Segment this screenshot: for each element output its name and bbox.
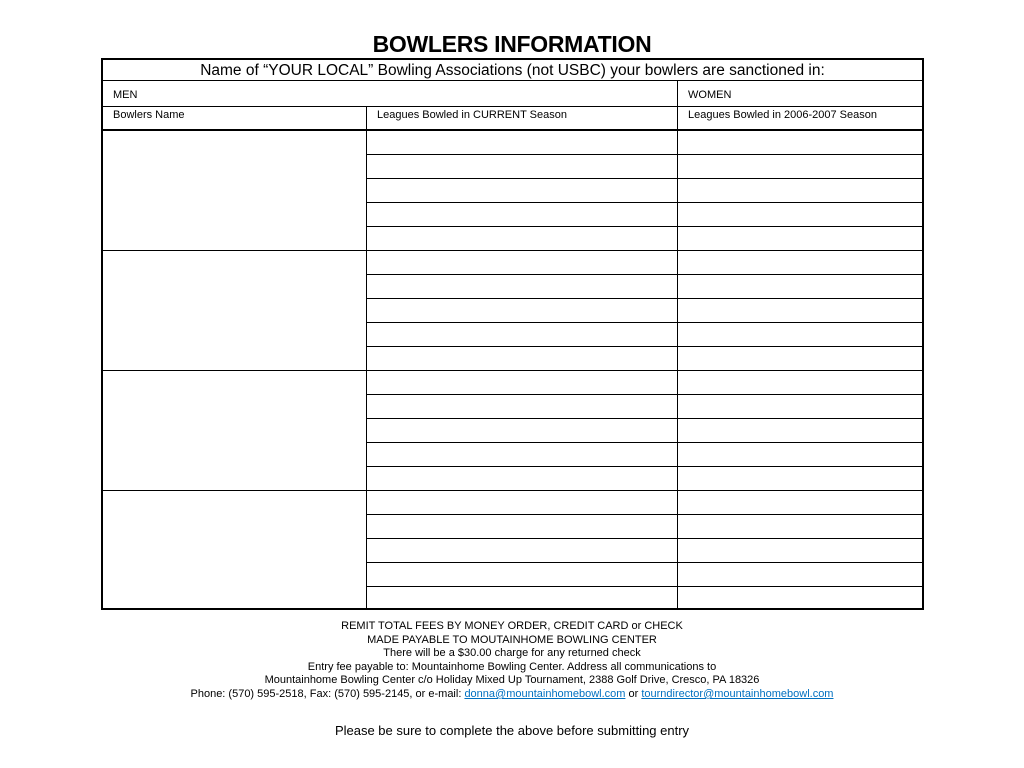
- or-text: or: [625, 687, 642, 700]
- column-header-bowlers-name: Bowlers Name: [113, 109, 185, 121]
- contact-line: [0, 688, 1024, 702]
- prior-season-league-field[interactable]: [678, 131, 922, 155]
- contact-prefix: Phone: (570) 595-2518, Fax: (570) 595-2145, or e-mail:: [190, 687, 465, 700]
- submission-note: Please be sure to complete the above before submitting entry: [334, 723, 690, 738]
- association-prompt: Name of “YOUR LOCAL” Bowling Associations (not USBC) your bowlers are sanctioned in:: [200, 62, 825, 79]
- bowlers-form: [101, 58, 924, 610]
- prior-season-league-field[interactable]: [678, 467, 922, 491]
- bowler-name-field[interactable]: [103, 371, 366, 491]
- current-season-league-field[interactable]: [367, 323, 677, 347]
- current-season-league-field[interactable]: [367, 299, 677, 323]
- prior-season-league-field[interactable]: [678, 515, 922, 539]
- remittance-info: [0, 620, 1024, 702]
- column-header-prior-season: Leagues Bowled in 2006-2007 Season: [688, 109, 877, 121]
- prior-season-league-field[interactable]: [678, 347, 922, 371]
- remit-line: REMIT TOTAL FEES BY MONEY ORDER, CREDIT CARD or CHECK: [341, 620, 683, 632]
- prior-season-league-field[interactable]: [678, 419, 922, 443]
- prior-season-league-field[interactable]: [678, 179, 922, 203]
- prior-season-league-field[interactable]: [678, 587, 922, 611]
- prior-season-league-field[interactable]: [678, 299, 922, 323]
- current-season-league-field[interactable]: [367, 155, 677, 179]
- current-season-league-field[interactable]: [367, 539, 677, 563]
- prior-season-league-field[interactable]: [678, 563, 922, 587]
- email-link-tourndirector[interactable]: tourndirector@mountainhomebowl.com: [641, 687, 834, 700]
- payable-line: MADE PAYABLE TO MOUTAINHOME BOWLING CENTER: [367, 633, 657, 646]
- current-season-league-field[interactable]: [367, 179, 677, 203]
- bowler-name-field[interactable]: [103, 491, 366, 611]
- current-season-league-field[interactable]: [367, 251, 677, 275]
- current-season-league-field[interactable]: [367, 227, 677, 251]
- address-line: Mountainhome Bowling Center c/o Holiday Mixed Up Tournament, 2388 Golf Drive, Cresco, PA 18326: [264, 674, 760, 687]
- prior-season-league-field[interactable]: [678, 443, 922, 467]
- current-season-league-field[interactable]: [367, 275, 677, 299]
- women-label: WOMEN: [688, 89, 732, 101]
- prior-season-league-field[interactable]: [678, 227, 922, 251]
- current-season-league-field[interactable]: [367, 395, 677, 419]
- current-season-league-field[interactable]: [367, 587, 677, 611]
- bowler-name-field[interactable]: [103, 131, 366, 251]
- current-season-league-field[interactable]: [367, 491, 677, 515]
- prior-season-league-field[interactable]: [678, 275, 922, 299]
- current-season-league-field[interactable]: [367, 515, 677, 539]
- divider: [103, 106, 922, 107]
- prior-season-league-field[interactable]: [678, 491, 922, 515]
- prior-season-league-field[interactable]: [678, 203, 922, 227]
- current-season-league-field[interactable]: [367, 419, 677, 443]
- prior-season-league-field[interactable]: [678, 323, 922, 347]
- current-season-league-field[interactable]: [367, 371, 677, 395]
- prior-season-league-field[interactable]: [678, 371, 922, 395]
- returned-check-line: There will be a $30.00 charge for any returned check: [383, 647, 641, 660]
- current-season-league-field[interactable]: [367, 443, 677, 467]
- entry-fee-line: Entry fee payable to: Mountainhome Bowling Center. Address all communications to: [307, 660, 717, 673]
- prior-season-league-field[interactable]: [678, 155, 922, 179]
- divider: [677, 80, 678, 106]
- current-season-league-field[interactable]: [367, 131, 677, 155]
- email-link-donna[interactable]: donna@mountainhomebowl.com: [464, 687, 626, 700]
- current-season-league-field[interactable]: [367, 203, 677, 227]
- prior-season-league-field[interactable]: [678, 539, 922, 563]
- prior-season-league-field[interactable]: [678, 395, 922, 419]
- men-field[interactable]: [103, 80, 677, 106]
- prior-season-league-field[interactable]: [678, 251, 922, 275]
- men-label: MEN: [113, 89, 138, 101]
- page-title: BOWLERS INFORMATION: [372, 31, 652, 57]
- current-season-league-field[interactable]: [367, 347, 677, 371]
- current-season-league-field[interactable]: [367, 563, 677, 587]
- current-season-league-field[interactable]: [367, 467, 677, 491]
- column-header-current-season: Leagues Bowled in CURRENT Season: [377, 109, 567, 121]
- bowler-name-field[interactable]: [103, 251, 366, 371]
